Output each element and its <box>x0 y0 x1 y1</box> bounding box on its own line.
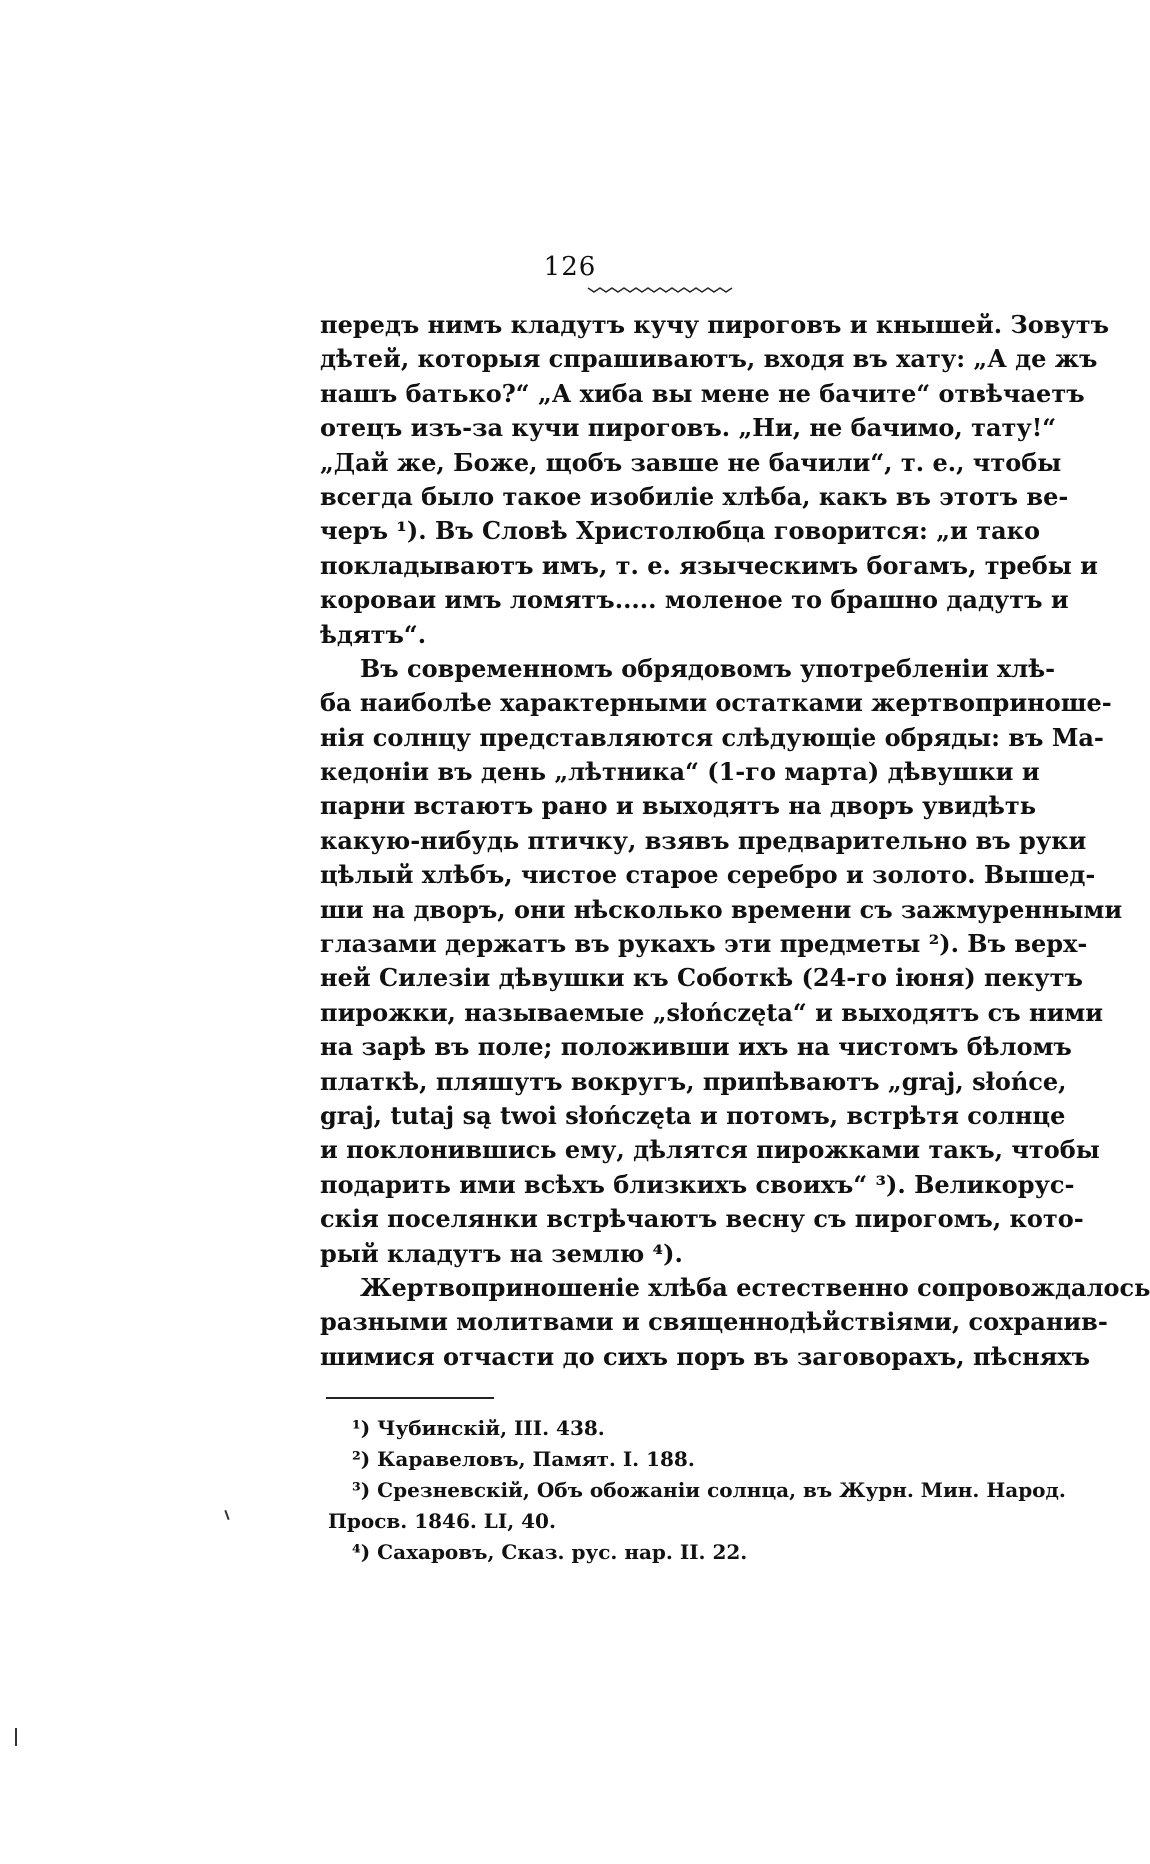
paragraph-start-line: Въ современномъ обрядовомъ употребленіи хлѣ- <box>360 653 1056 683</box>
text-line: платкѣ, пляшутъ вокругъ, припѣваютъ „graj, słońce, <box>320 1066 1067 1096</box>
text-line: кедоніи въ день „лѣтника“ (1-го марта) дѣвушки и <box>320 757 1040 787</box>
footnote: ²) Каравеловъ, Памят. I. 188. <box>352 1447 695 1471</box>
text-line: ѣдятъ“. <box>320 619 427 649</box>
text-line: короваи имъ ломятъ..... моленое то брашно дадутъ и <box>320 585 1069 615</box>
footnote: ³) Срезневскій, Объ обожаніи солнца, въ Журн. Мин. Народ. <box>352 1478 1066 1502</box>
margin-mark <box>15 1728 17 1746</box>
text-line: шимися отчасти до сихъ поръ въ заговорахъ, пѣсняхъ <box>320 1341 1091 1371</box>
text-line: какую-нибудь птичку, взявъ предварительно въ руки <box>320 825 1087 855</box>
text-line: глазами держатъ въ рукахъ эти предметы ²). Въ верх- <box>320 929 1088 959</box>
text-line: скія поселянки встрѣчаютъ весну съ пирогомъ, кото- <box>320 1204 1084 1234</box>
body-text <box>320 308 1150 1374</box>
text-line: цѣлый хлѣбъ, чистое старое серебро и золото. Вышед- <box>320 860 1096 890</box>
text-line: парни встаютъ рано и выходятъ на дворъ увидѣть <box>320 791 1036 821</box>
footnote: ⁴) Сахаровъ, Сказ. рус. нар. II. 22. <box>352 1540 748 1564</box>
text-line: и поклонившись ему, дѣлятся пирожками такъ, чтобы <box>320 1135 1100 1165</box>
margin-mark <box>224 1510 229 1520</box>
text-line: ба наиболѣе характерными остатками жертвоприноше- <box>320 688 1112 718</box>
text-line: передъ нимъ кладутъ кучу пироговъ и кнышей. Зовутъ <box>320 310 1110 339</box>
page-number: 126 <box>543 252 597 282</box>
paragraph-start-line: Жертвоприношеніе хлѣба естественно сопровождалось <box>360 1272 1150 1302</box>
text-line: пирожки, называемые „słończęta“ и выходятъ съ ними <box>320 997 1104 1027</box>
text-line: подарить ими всѣхъ близкихъ своихъ“ ³). Великорус- <box>320 1169 1075 1199</box>
text-line: рый кладутъ на землю ⁴). <box>320 1238 683 1268</box>
footnotes <box>328 1413 1066 1568</box>
text-line: всегда было такое изобиліе хлѣба, какъ въ этотъ ве- <box>320 481 1069 511</box>
page-number-ornament <box>588 286 736 294</box>
text-line: дѣтей, которыя спрашиваютъ, входя въ хату: „А де жъ <box>320 344 1098 374</box>
footnote-continuation: Просв. 1846. LI, 40. <box>328 1509 556 1533</box>
text-line: черъ ¹). Въ Словѣ Христолюбца говорится: „и тако <box>320 516 1040 546</box>
text-line: покладываютъ имъ, т. е. языческимъ богамъ, требы и <box>320 550 1098 580</box>
text-line: отецъ изъ-за кучи пироговъ. „Ни, не бачимо, тату!“ <box>320 413 1057 443</box>
text-line: на зарѣ въ поле; положивши ихъ на чистомъ бѣломъ <box>320 1032 1072 1062</box>
text-line: нашъ батько?“ „А хиба вы мене не бачите“ отвѣчаетъ <box>320 378 1085 408</box>
footnote: ¹) Чубинскій, III. 438. <box>352 1416 605 1440</box>
text-line: разными молитвами и священнодѣйствіями, сохранив- <box>320 1307 1108 1337</box>
text-line: „Дай же, Боже, щобъ завше не бачили“, т. е., чтобы <box>320 447 1062 477</box>
text-line: ши на дворъ, они нѣсколько времени съ зажмуренными <box>320 894 1123 924</box>
text-line: graj, tutaj są twoi słończęta и потомъ, встрѣтя солнце <box>320 1100 1066 1130</box>
text-line: ней Силезіи дѣвушки къ Соботкѣ (24-го іюня) пекутъ <box>320 963 1083 993</box>
footnote-divider <box>326 1397 494 1399</box>
text-line: нія солнцу представляются слѣдующіе обряды: въ Ма- <box>320 722 1104 752</box>
